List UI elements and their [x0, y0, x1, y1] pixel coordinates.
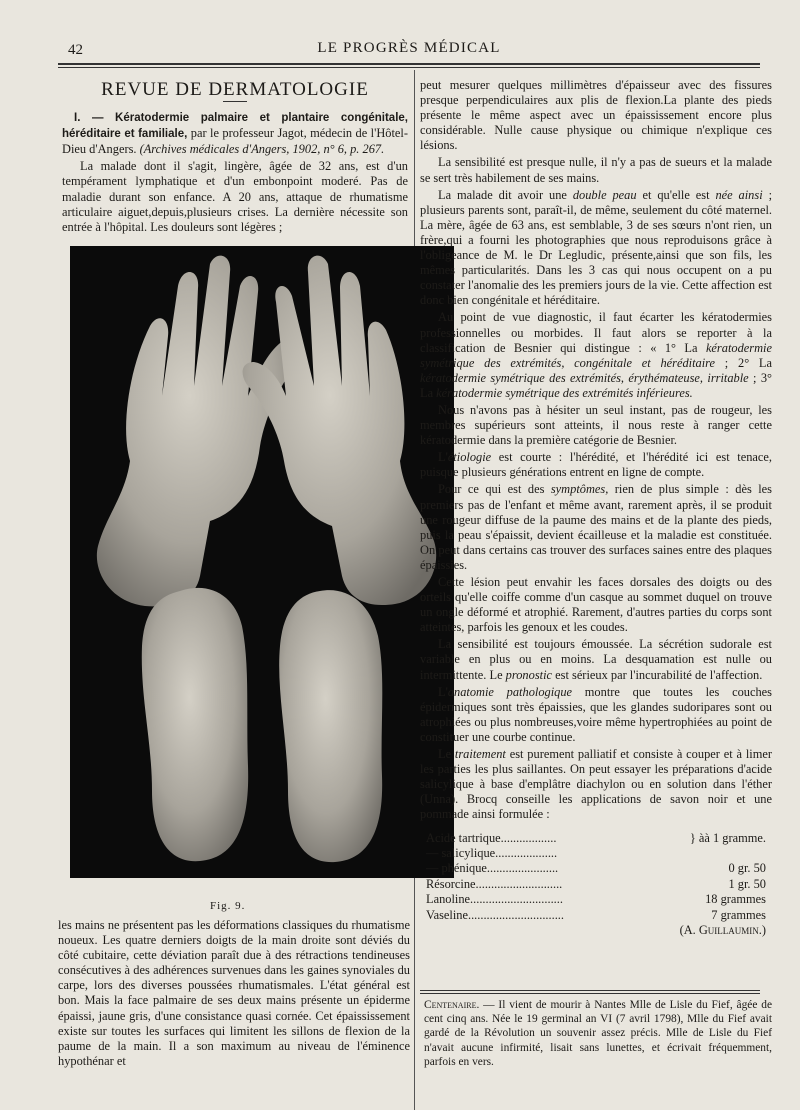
- right-column: [420, 78, 772, 938]
- figure-hands-feet-photo: [70, 246, 454, 878]
- paragraph: Au point de vue diagnostic, il faut écarter les kératodermies professionnelles ou morbides. Il faut alors se reporter à la classification de Besnier qui distingue : « 1° La kératodermie symétrique des extrémités, congénitale et héréditaire ; 2° La kératodermie symétrique des extrémités, érythémateuse, irritable ; 3° La kératodermie symétrique des extrémités inférieures.: [420, 310, 772, 400]
- right-foot-image: [279, 590, 382, 862]
- section-title: REVUE DE DERMATOLOGIE: [101, 79, 369, 100]
- paragraph: La malade dont il s'agit, lingère, âgée de 32 ans, est d'un tempérament lymphatique et d'un embonpoint moderé. Pas de maladie durant son enfance. A 20 ans, attaque de rhumatisme articulaire aiguet,depuis,plusieurs crises. La dernière nécessite son entrée à l'hôpital. Les douleurs sont légères ;: [62, 159, 408, 234]
- left-column-top: [62, 70, 408, 235]
- article-source: (Archives médicales d'Angers, 1902, n° 6, p. 267.: [139, 142, 385, 157]
- paragraph: Le traitement est purement palliatif et consiste à couper et à limer les parties les plus saillantes. On peut essayer les préparations d'acide salicylique à base d'emplâtre diachylon ou en solution dans l'éther (Unna). Brocq conseille les applications de savon noir et une pommade ainsi formulée :: [420, 747, 773, 822]
- page-header: [58, 36, 760, 64]
- formula-row: Lanoline.............................. 18 grammes: [426, 892, 766, 907]
- article-title: I. — Kératodermie palmaire et plantaire congénitale, héréditaire et familiale,: [62, 112, 408, 141]
- centenaire-note: [424, 998, 772, 1069]
- left-hand-image: [97, 256, 303, 607]
- formula-row: Vaseline............................... 7 grammes: [426, 907, 766, 922]
- paragraph: les mains ne présentent pas les déformations classiques du rhumatisme noueux. Les quatre derniers doigts de la main droite sont déviés du côté cubitaire, cette déviation paraît due à des rétractions tendineuses consécutives à des adhérences survenues dans les gaines synoviales du carpe, lors des diverses poussées rhumatismales. L'état général est bon. Mais la face palmaire de ses deux mains présente un épiderme épaissi, jaune gris, d'une consistance quasi cornée. Cet épaississement existe sur toutes les surfaces qui limitent les sillons de flexion de la paume de la main. Il a son maximum au niveau de l'éminence hypothénar et: [58, 918, 410, 1068]
- formula-row: Résorcine............................ 1 gr. 50: [426, 876, 766, 891]
- paragraph: Cette lésion peut envahir les faces dorsales des doigts ou des orteils qu'elle coiffe comme d'un casque au sommet duquel on trouve un ongle déformé et atrophié. Rarement, d'autres parties du corps sont atteintes, parfois les genoux et les coudes.: [420, 575, 772, 635]
- header-rule: [58, 63, 760, 65]
- formula-row: — phénique....................... 0 gr. 50: [426, 861, 766, 876]
- article-heading: [62, 110, 408, 157]
- title-rule: [223, 101, 247, 102]
- paragraph: peut mesurer quelques millimètres d'épaisseur avec des fissures presque perpendiculaires aux plis de flexion.La plante des pieds présente le même aspect avec un épaississement encore plus considérable. Nulle cause physique ou chimique n'explique ces lésions.: [420, 78, 772, 153]
- article-author: par le professeur Jagot, médecin de l'Hôtel-Dieu d'Angers.: [62, 126, 408, 157]
- note-rule-thin: [420, 993, 760, 994]
- formula-row: — salicylique....................: [426, 845, 558, 860]
- paragraph: L'étiologie est courte : l'hérédité, et l'hérédité ici est tenace, puisque plusieurs générations entrent en ligne de compte.: [420, 450, 772, 480]
- right-hand-image: [243, 256, 437, 605]
- paragraph: L'anatomie pathologique montre que toutes les couches épidermiques sont très épaissies, que les glandes sudoripares sont ou atrophiées ou plus nombreuses,voire même hypertrophiées au point de constituer une courbe continue.: [420, 684, 772, 744]
- journal-title: LE PROGRÈS MÉDICAL: [317, 40, 501, 56]
- page-number: 42: [68, 42, 83, 58]
- paragraph: La sensibilité est presque nulle, il n'y a pas de sueurs et la malade se sert très habilement de ses mains.: [420, 155, 772, 185]
- paragraph: Pour ce qui est des symptômes, rien de plus simple : dès les premiers pas de l'enfant et même avant, rarement après, il se produit une rougeur diffuse de la paume des mains et de la plante des pieds, puis la peau s'épaissit, devient écailleuse et la maladie est constituée. On peut dans certains cas trouver des surfaces saines entre des plaques épaissies.: [420, 482, 772, 572]
- left-foot-image: [142, 588, 248, 861]
- prescription-formula: [426, 831, 766, 939]
- figure-caption: Fig. 9.: [210, 900, 246, 912]
- left-column-bottom: [58, 918, 410, 1069]
- photo-illustration: [70, 246, 454, 878]
- paragraph: Nous n'avons pas à hésiter un seul instant, pas de rougeur, les membres supérieurs sont atteints, il nous reste à ranger cette kératodermie dans la première catégorie de Besnier.: [420, 402, 772, 448]
- formula-row: Acide tartrique.................. } àà 1 gramme.: [426, 830, 766, 845]
- paragraph: La malade dit avoir une double peau et qu'elle est née ainsi ; plusieurs parents sont, paraît-il, de même, seulement du côté maternel. La mère, âgée de 63 ans, est semblable, 3 de ses sœurs n'ont rien, un frère,qui a fourni les photographies que nous reproduisons grâce à l'obligeance de M. le Dr Legludic, présente,ainsi que son fils, les mêmes particularités. Dans les 3 cas qui nous occupent on a pu constater l'anomalie des les premiers jours de la vie. Cette affection est donc bien congénitale et héréditaire.: [420, 187, 773, 308]
- note-heading: Centenaire.: [424, 999, 480, 1011]
- author-signature: (A. Guillaumin.): [679, 922, 766, 937]
- note-text: — Il vient de mourir à Nantes Mlle de Lisle du Fief, âgée de cent cinq ans. Née le 19 germinal an VI (7 avril 1798), Mlle du Fief avait gardé de la Révolution un souvenir assez précis. Mlle de Lisle du Fief n'avait aucune infirmité, lisait sans lunettes, et écrivait fréquemment, parfois en vers.: [424, 999, 772, 1068]
- note-rule: [420, 990, 760, 991]
- header-rule-thin: [58, 67, 760, 68]
- paragraph: La sensibilité est toujours émoussée. La sécrétion sudorale est variable en plus ou en moins. La desquamation est nulle ou intermittente. Le pronostic est sérieux par l'incurabilité de l'affection.: [420, 637, 772, 682]
